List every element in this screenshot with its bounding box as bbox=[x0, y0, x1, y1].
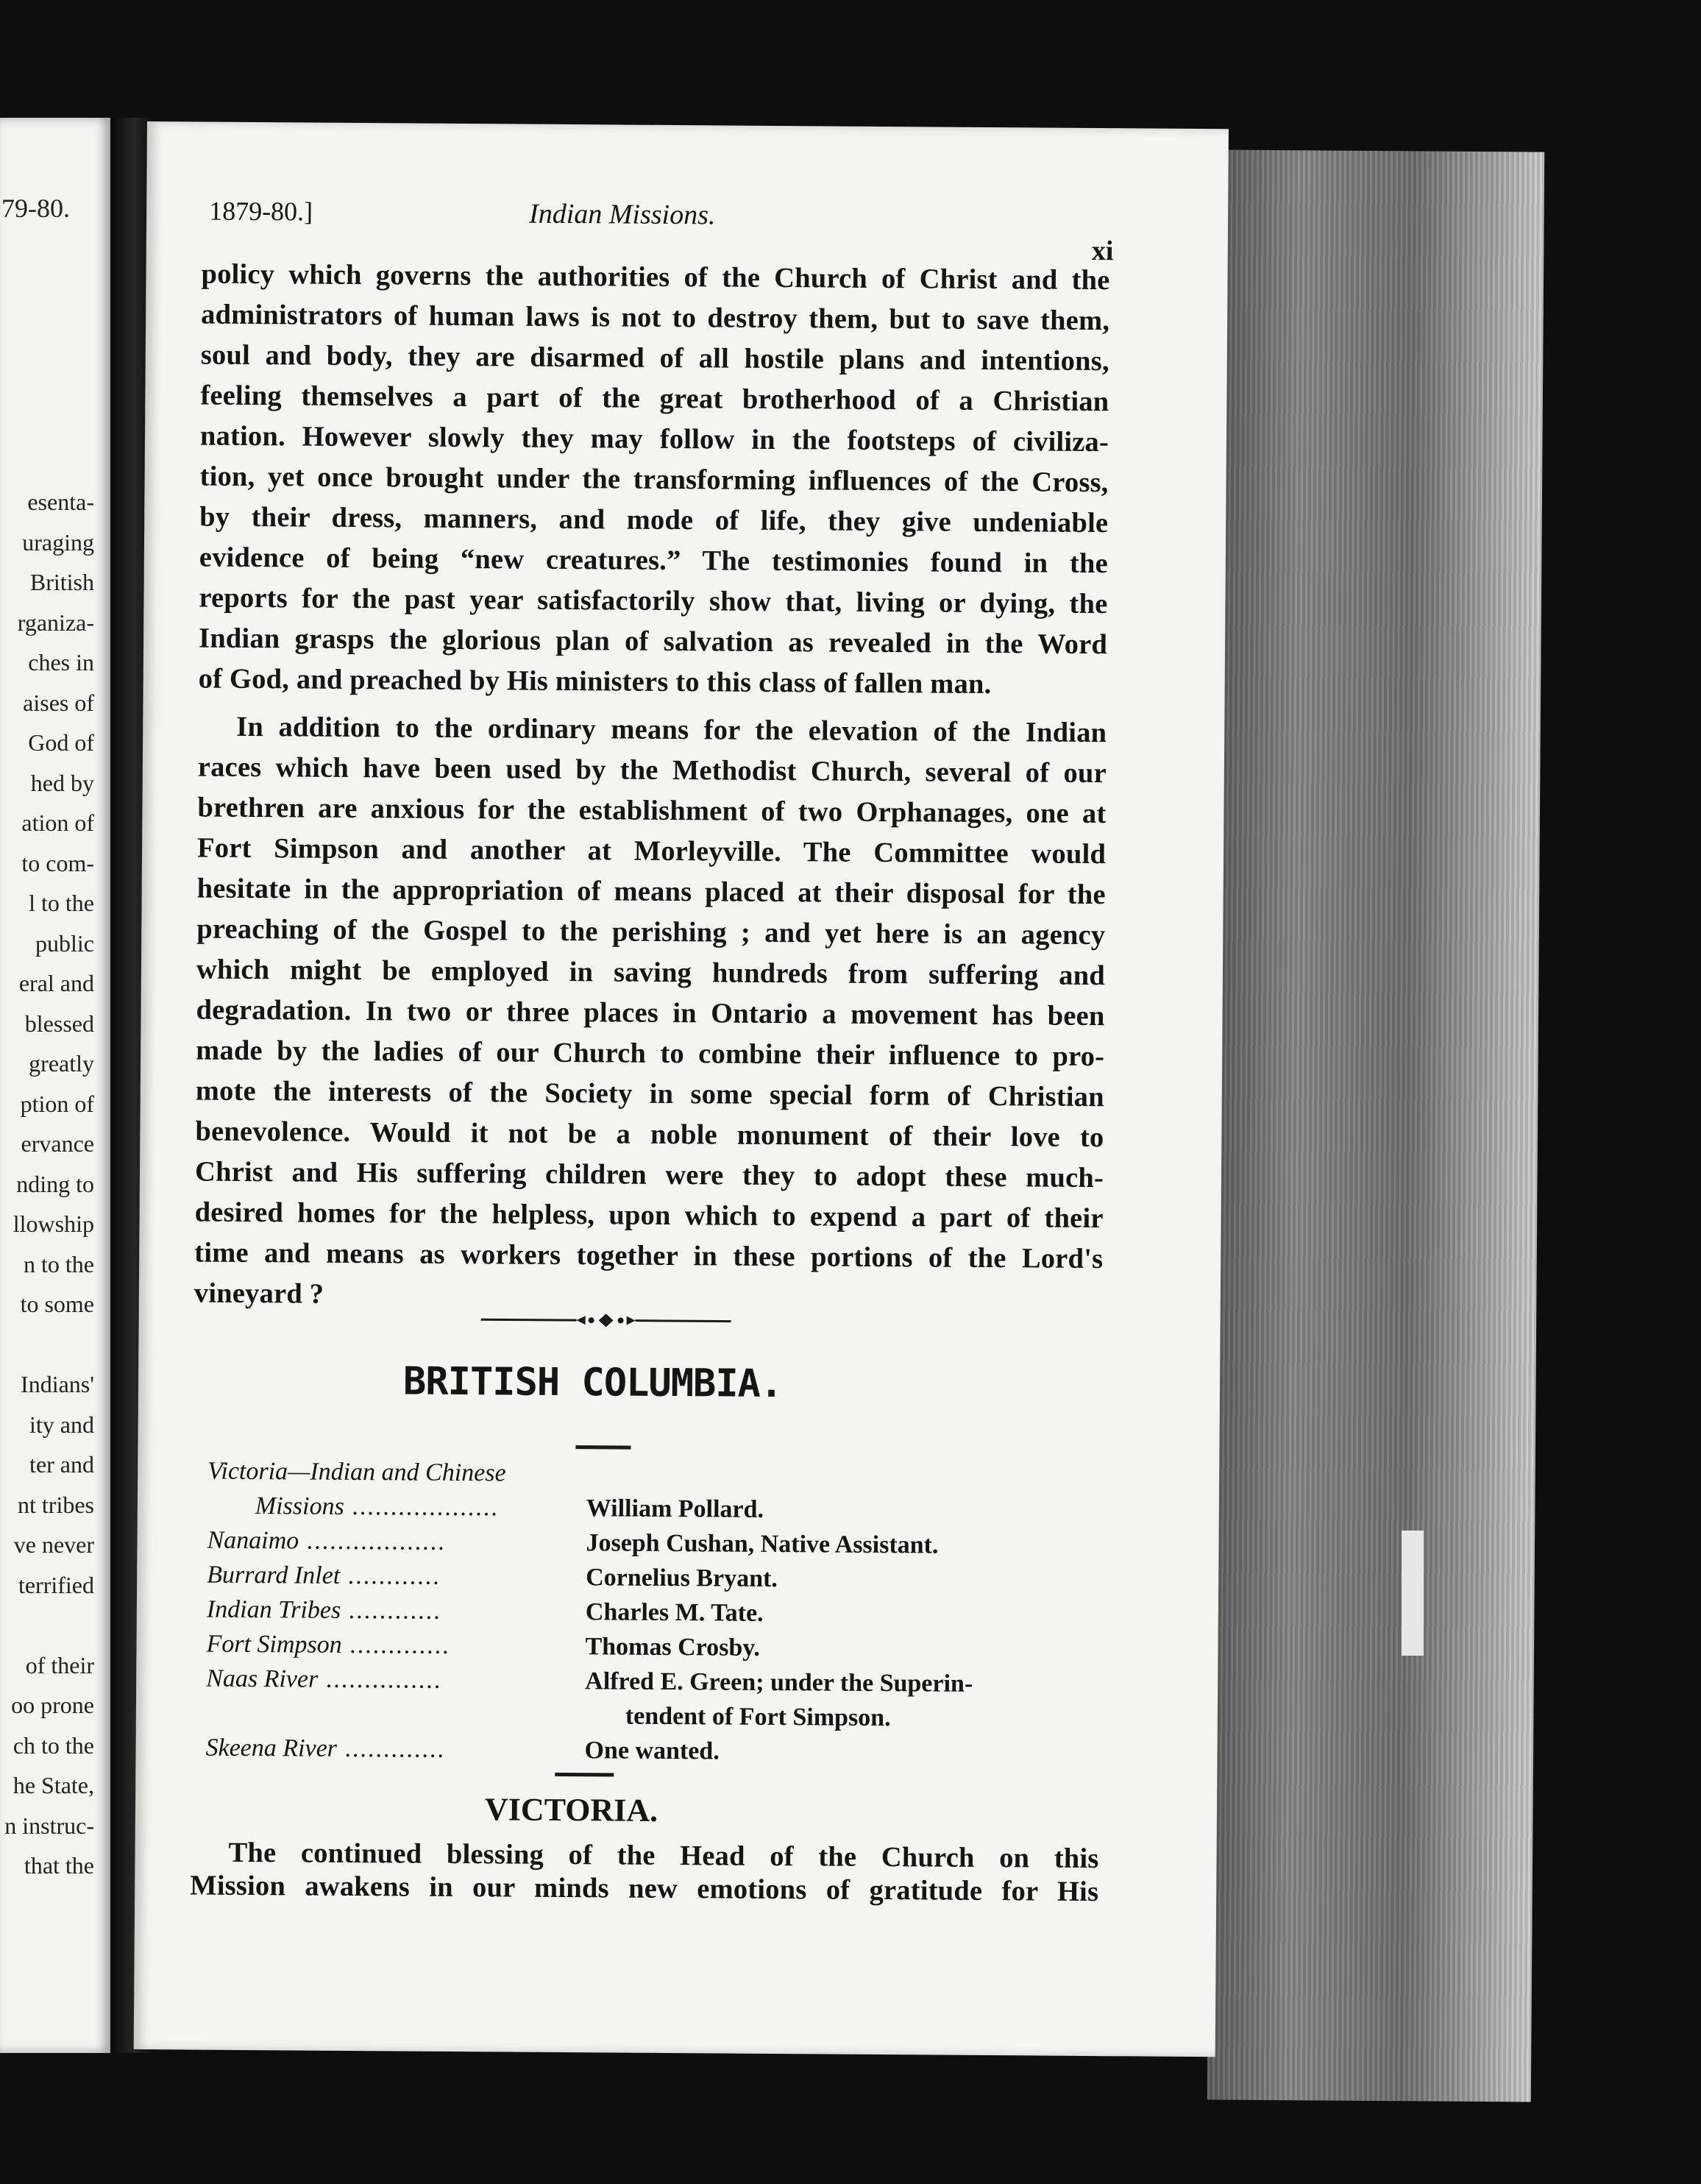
left-page-line: ity and bbox=[29, 1411, 94, 1438]
text-line: made by the ladies of our Church to combine their influence to pro- bbox=[196, 1035, 1105, 1073]
leader-dots: .................. bbox=[299, 1527, 446, 1556]
left-page-line: llowship bbox=[13, 1210, 94, 1237]
left-page-line: ption of bbox=[20, 1090, 94, 1117]
left-page-number: 79-80. bbox=[1, 194, 70, 223]
leader-dots: ............ bbox=[341, 1596, 441, 1625]
appointment-place bbox=[205, 1734, 445, 1764]
text-line: tion, yet once brought under the transforming influences of the Cross, bbox=[199, 461, 1109, 499]
text-line: which might be employed in saving hundreds from suffering and bbox=[196, 954, 1106, 992]
text-line: desired homes for the helpless, upon which to expend a part of their bbox=[194, 1196, 1104, 1235]
left-page-line: l to the bbox=[29, 890, 94, 916]
text-line: by their dress, manners, and mode of life, they give undeniable bbox=[199, 501, 1109, 539]
left-page-line: to com- bbox=[21, 849, 94, 876]
text-line: The continued blessing of the Head of the Church on this bbox=[228, 1837, 1099, 1875]
left-page-line: aises of bbox=[23, 689, 94, 716]
left-page-gap bbox=[0, 1605, 94, 1645]
appointment-place bbox=[207, 1527, 445, 1556]
text-line: Indian grasps the glorious plan of salvation as revealed in the Word bbox=[198, 623, 1108, 661]
appointment-place bbox=[207, 1561, 441, 1591]
appointment-place bbox=[206, 1631, 450, 1660]
left-page-gap bbox=[0, 1325, 94, 1365]
left-page-line: n instruc- bbox=[4, 1812, 94, 1839]
left-page-line: oo prone bbox=[11, 1692, 94, 1718]
text-line: administrators of human laws is not to destroy them, but to save them, bbox=[201, 299, 1110, 337]
victoria-rule bbox=[555, 1773, 614, 1777]
page-edges bbox=[1207, 149, 1544, 2102]
text-line: feeling themselves a part of the great brotherhood of a Christian bbox=[200, 380, 1109, 418]
left-page-line: nt tribes bbox=[18, 1491, 94, 1518]
leader-dots: ............. bbox=[341, 1631, 450, 1659]
text-line: In addition to the ordinary means for the elevation of the Indian bbox=[236, 711, 1107, 749]
left-page-line: uraging bbox=[22, 528, 94, 556]
appointee-name-cont: tendent of Fort Simpson. bbox=[625, 1702, 891, 1732]
appointee-name: Cornelius Bryant. bbox=[586, 1564, 778, 1593]
text-line: Fort Simpson and another at Morleyville. The Committee would bbox=[196, 832, 1107, 871]
left-page-line: British bbox=[29, 569, 94, 595]
text-line: vineyard ? bbox=[193, 1277, 324, 1310]
leader-dots: ............... bbox=[318, 1665, 442, 1694]
text-line: time and means as workers together in these portions of the Lord's bbox=[194, 1237, 1104, 1275]
appointment-place bbox=[207, 1458, 506, 1488]
left-page-line: greatly bbox=[29, 1050, 94, 1077]
left-page-line: that the bbox=[24, 1852, 94, 1879]
place-name: Burrard Inlet bbox=[207, 1561, 341, 1589]
appointee-name: Alfred E. Green; under the Superin- bbox=[585, 1667, 973, 1698]
leader-dots: ............. bbox=[336, 1734, 446, 1763]
place-name: Fort Simpson bbox=[206, 1630, 342, 1659]
left-page-line: ation of bbox=[21, 809, 94, 836]
ornament-divider bbox=[481, 1308, 731, 1332]
text-line: preaching of the Gospel to the perishing ; and yet here is an agency bbox=[196, 913, 1106, 951]
left-page-line: of their bbox=[25, 1651, 94, 1678]
text-line: hesitate in the appropriation of means placed at their disposal for the bbox=[196, 873, 1106, 911]
appointee-name: One wanted. bbox=[584, 1737, 720, 1765]
main-page bbox=[134, 121, 1229, 2057]
section-heading: BRITISH COLUMBIA. bbox=[402, 1359, 783, 1407]
text-line: reports for the past year satisfactorily show that, living or dying, the bbox=[199, 582, 1108, 620]
place-name: Victoria—Indian and Chinese bbox=[207, 1457, 506, 1487]
text-line: brethren are anxious for the establishment of two Orphanages, one at bbox=[197, 792, 1107, 830]
left-page-line: Indians' bbox=[21, 1371, 94, 1397]
leader-dots: ................... bbox=[344, 1492, 499, 1522]
left-page-line: public bbox=[35, 929, 94, 957]
left-page-line: nding to bbox=[16, 1170, 94, 1197]
left-page-text bbox=[0, 482, 94, 1886]
left-page-line: ervance bbox=[21, 1130, 94, 1157]
running-head-title: Indian Missions. bbox=[528, 198, 716, 231]
place-name: Missions bbox=[255, 1492, 344, 1520]
left-page-line: to some bbox=[20, 1291, 94, 1317]
text-line: Christ and His suffering children were they to adopt these much- bbox=[194, 1156, 1104, 1194]
appointment-place bbox=[207, 1596, 441, 1625]
text-line: evidence of being “new creatures.” The testimonies found in the bbox=[199, 542, 1108, 580]
appointee-name: Joseph Cushan, Native Assistant. bbox=[586, 1529, 939, 1559]
running-head-year: 1879-80.] bbox=[209, 196, 313, 227]
left-page-line: ter and bbox=[29, 1451, 94, 1478]
page-number: xi bbox=[1091, 235, 1114, 267]
heading-rule bbox=[575, 1445, 631, 1450]
left-page-line: esenta- bbox=[27, 489, 94, 515]
text-line: mote the interests of the Society in some special form of Christian bbox=[195, 1075, 1104, 1113]
text-line: of God, and preached by His ministers to this class of fallen man. bbox=[198, 663, 992, 701]
left-page-line: ches in bbox=[28, 649, 94, 676]
appointee-name: William Pollard. bbox=[586, 1495, 764, 1523]
left-page-line: he State, bbox=[13, 1772, 94, 1798]
left-page-line: blessed bbox=[24, 1010, 94, 1037]
left-page-line: terrified bbox=[18, 1571, 94, 1598]
left-page-line: rganiza- bbox=[17, 609, 94, 636]
left-page-line: God of bbox=[28, 729, 94, 756]
appointee-name: Thomas Crosby. bbox=[585, 1633, 761, 1662]
appointment-place bbox=[255, 1492, 499, 1522]
place-name: Nanaimo bbox=[207, 1526, 299, 1555]
text-line: Mission awakens in our minds new emotions of gratitude for His bbox=[190, 1870, 1099, 1908]
leader-dots: ............ bbox=[340, 1561, 441, 1590]
victoria-heading: VICTORIA. bbox=[484, 1791, 658, 1829]
left-page-line: n to the bbox=[24, 1250, 94, 1277]
text-line: policy which governs the authorities of the Church of Christ and the bbox=[201, 258, 1110, 297]
text-line: races which have been used by the Methodist Church, several of our bbox=[197, 751, 1107, 790]
appointee-name: Charles M. Tate. bbox=[585, 1598, 764, 1627]
left-page-line: ve never bbox=[13, 1531, 94, 1558]
page-edge-tab bbox=[1402, 1531, 1424, 1656]
place-name: Indian Tribes bbox=[206, 1595, 341, 1624]
left-page-line: ch to the bbox=[13, 1731, 94, 1759]
left-page-line: hed by bbox=[30, 769, 94, 796]
text-line: soul and body, they are disarmed of all hostile plans and intentions, bbox=[200, 339, 1109, 377]
left-page-line: eral and bbox=[18, 970, 94, 996]
text-line: degradation. In two or three places in Ontario a movement has been bbox=[196, 994, 1105, 1032]
text-line: benevolence. Would it not be a noble monument of their love to bbox=[195, 1116, 1104, 1154]
appointment-place bbox=[206, 1665, 441, 1695]
place-name: Skeena River bbox=[205, 1734, 338, 1762]
text-line: nation. However slowly they may follow in the footsteps of civiliza- bbox=[199, 420, 1109, 458]
place-name: Naas River bbox=[206, 1664, 319, 1693]
